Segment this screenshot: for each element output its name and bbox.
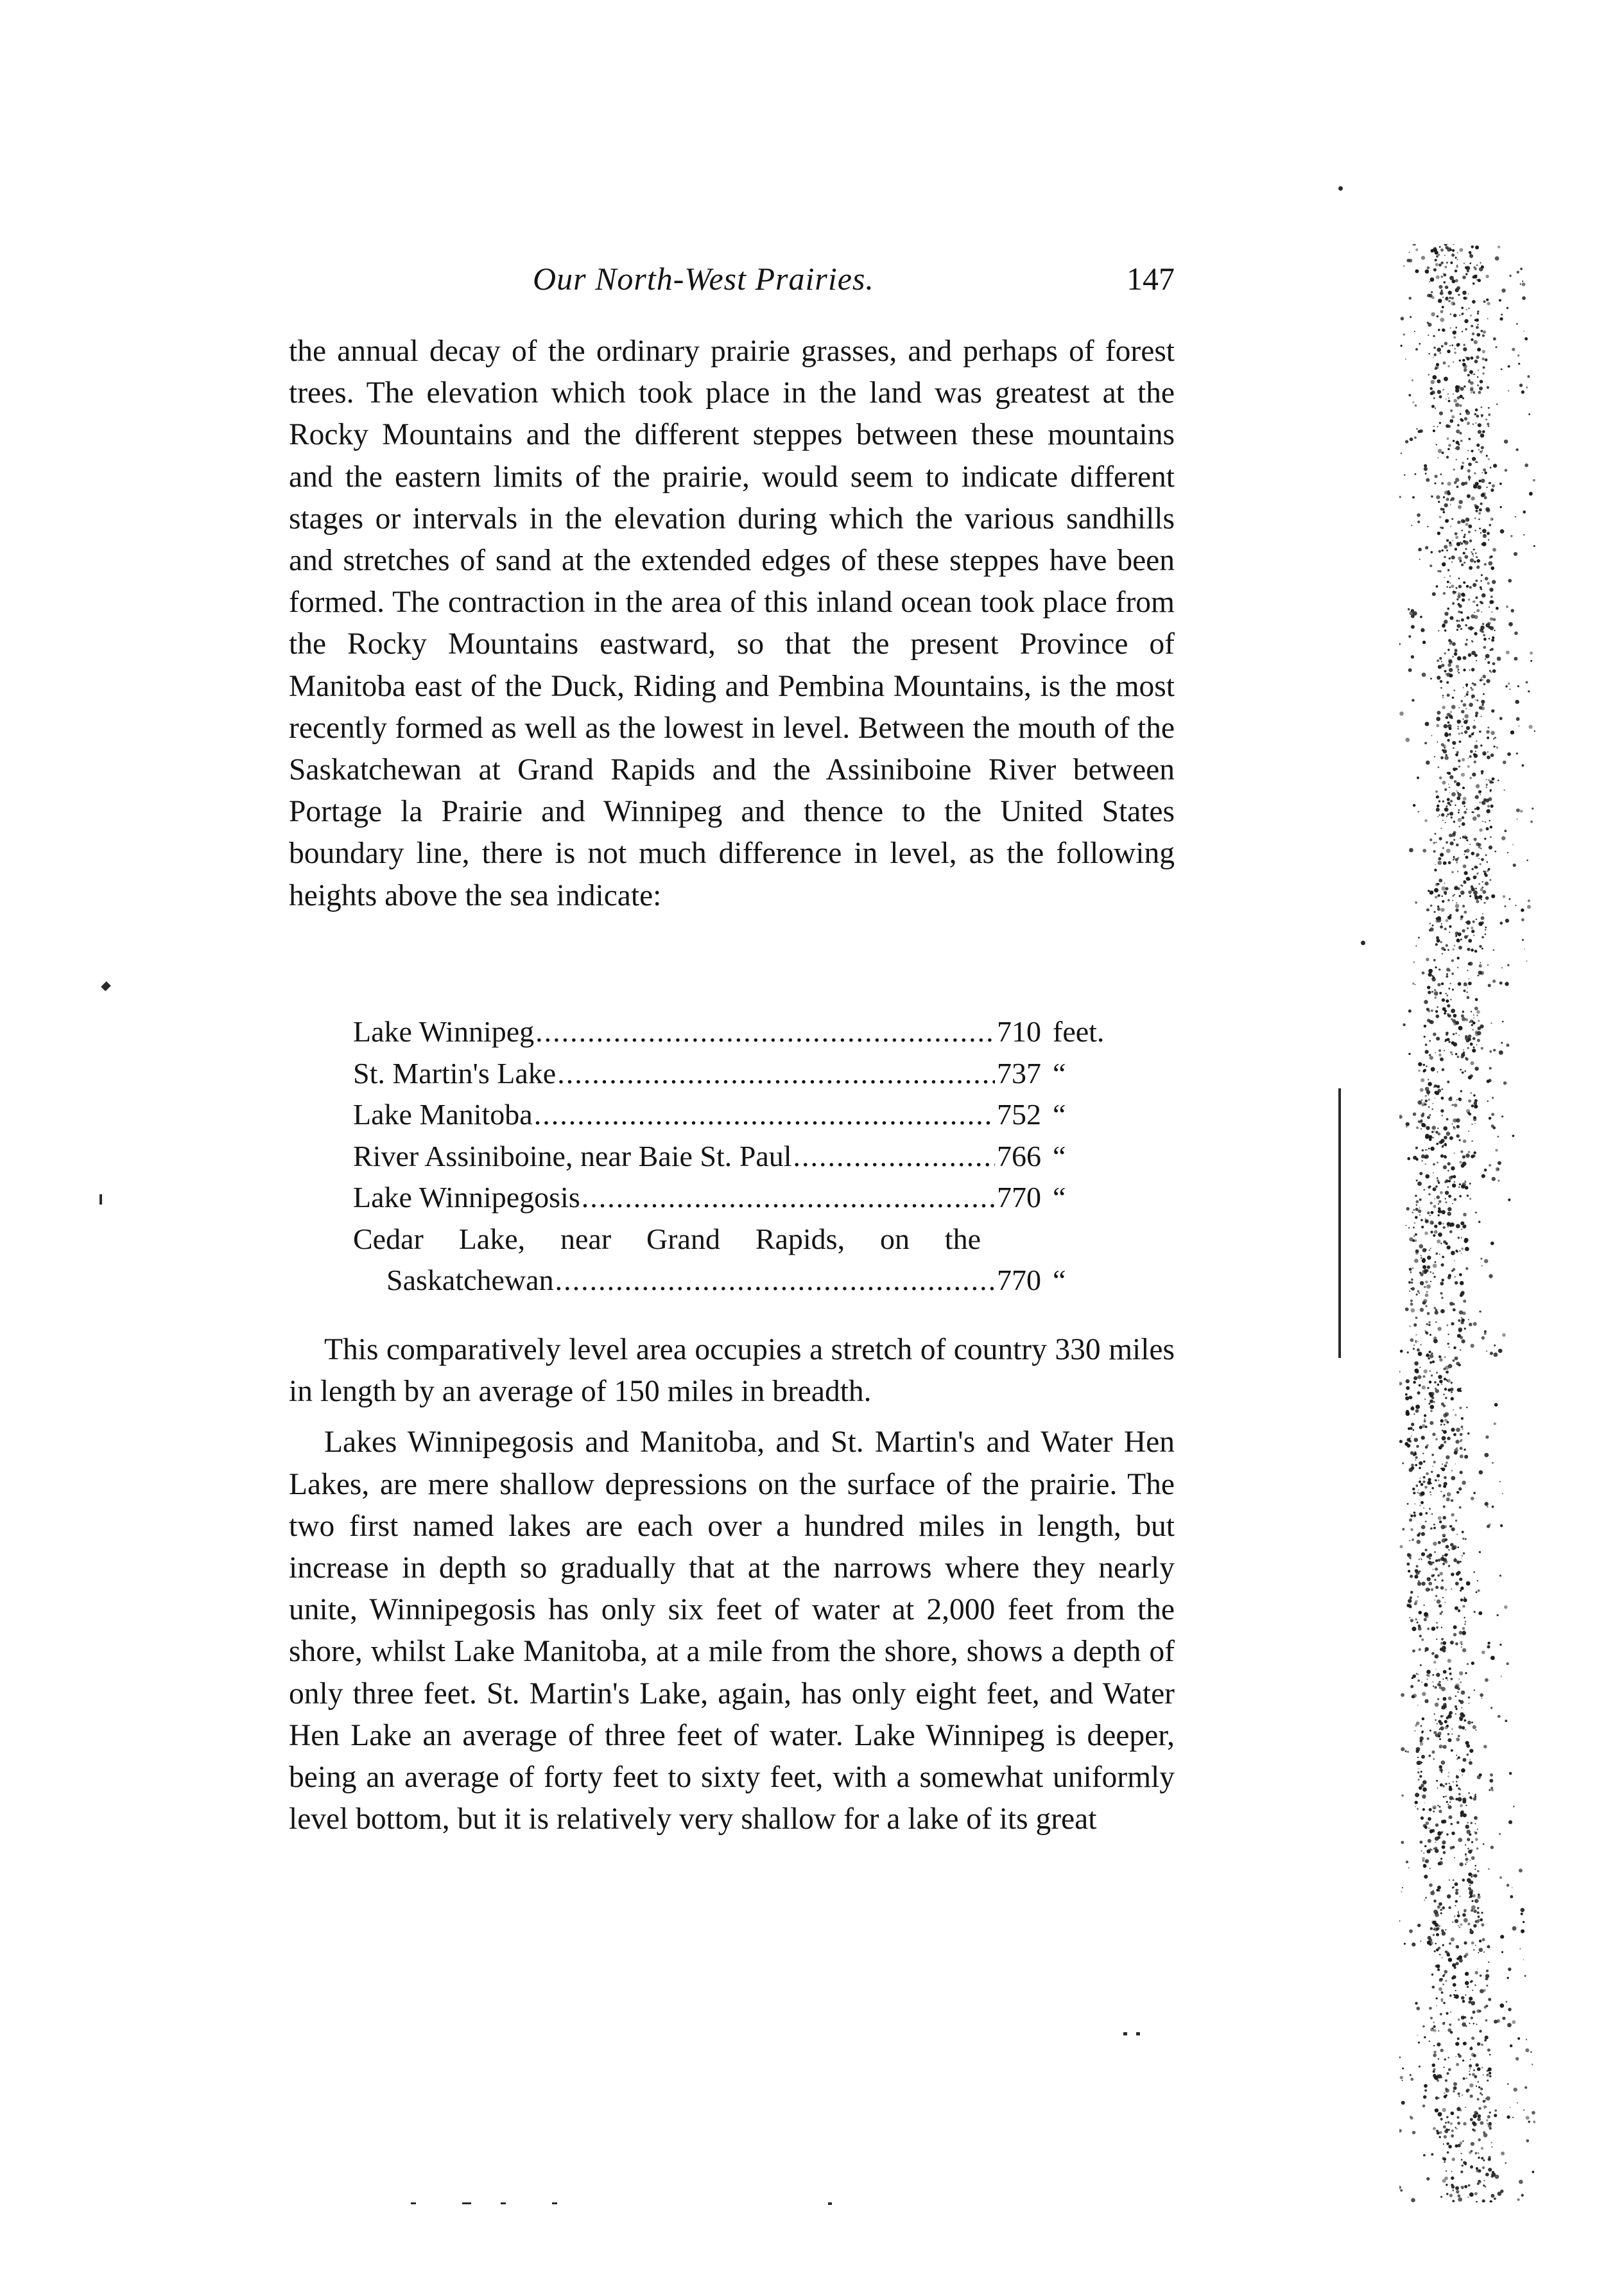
table-row-value: 770 — [997, 1181, 1041, 1214]
table-row-value: 737 — [997, 1056, 1041, 1090]
table-row-name: St. Martin's Lake — [353, 1056, 557, 1090]
table-row-name: River Assiniboine, near Baie St. Paul — [353, 1139, 792, 1172]
table-row — [353, 1260, 1123, 1302]
table-row-value: 766 — [997, 1139, 1041, 1172]
margin-dot — [552, 2202, 557, 2204]
leader-dots — [534, 1094, 995, 1136]
table-row-name-continued: Saskatchewan — [386, 1264, 554, 1296]
table-row-name: Lake Winnipegosis — [353, 1181, 580, 1214]
table-row-value: 752 — [997, 1098, 1041, 1131]
table-row-unit: “ — [1053, 1056, 1066, 1090]
margin-rule-mark — [1338, 1088, 1341, 1358]
table-row — [353, 1053, 1123, 1095]
paragraph-continuation: the annual decay of the ordinary prairie grasses, and perhaps of forest trees. The elevation which took place in the land was greatest at the Rocky Mountains and the different steppes between these mountains and the eastern limits of the prairie, would seem to indicate different stages or intervals in the elevation during which the various sandhills and stretches of sand at the extended edges of these steppes have been formed. The contraction in the area of this inland ocean took place from the Rocky Mountains eastward, so that the present Province of Manitoba east of the Duck, Riding and Pembina Mountains, is the most recently formed as well as the lowest in level. Between the mouth of the Saskatchewan at Grand Rapids and the Assiniboine River between Portage la Prairie and Winnipeg and thence to the United States boundary line, there is not much difference in level, as the following heights above the sea indicate: — [289, 335, 1175, 912]
margin-dot — [1136, 2032, 1140, 2035]
margin-dot — [101, 981, 111, 991]
margin-dot — [411, 2202, 416, 2204]
leader-dots — [535, 1011, 995, 1053]
table-row-value: 710 — [997, 1015, 1041, 1048]
table-row — [353, 1011, 1123, 1053]
table-row-unit: “ — [1053, 1139, 1066, 1172]
page-edge-bleed — [1399, 244, 1592, 2202]
leader-dots — [555, 1260, 995, 1302]
paragraph: This comparatively level area occupies a stretch of country 330 miles in length by an average of 150 miles in breadth. — [289, 1333, 1175, 1409]
paragraph: Lakes Winnipegosis and Manitoba, and St. Martin's and Water Hen Lakes, are mere shallow depressions on the surface of the prairie. The two first named lakes are each over a hundred miles in length, but increase in depth so gradually that at the narrows where they nearly unite, Winnipegosis has only six feet of water at 2,000 feet from the shore, whilst Lake Manitoba, at a mile from the shore, shows a depth of only three feet. St. Martin's Lake, again, has only eight feet, and Water Hen Lake an average of three feet of water. Lake Winnipeg is deeper, being an average of forty feet to sixty feet, with a somewhat uniformly level bottom, but it is relatively very shallow for a lake of its great — [289, 1425, 1175, 1836]
running-head — [289, 260, 1181, 305]
leader-dots — [582, 1177, 995, 1219]
table-row-name: Lake Winnipeg — [353, 1015, 535, 1048]
table-row — [353, 1094, 1123, 1136]
page-number: 147 — [1127, 261, 1175, 297]
body-text-bottom — [289, 1329, 1175, 1840]
table-row-multiline — [353, 1219, 1123, 1260]
table-row-name: Cedar Lake, near Grand Rapids, on the — [353, 1222, 981, 1255]
margin-dot — [1123, 2032, 1127, 2035]
running-title: Our North-West Prairies. — [533, 261, 874, 297]
table-row — [353, 1177, 1123, 1219]
table-row — [353, 1136, 1123, 1178]
margin-dot — [462, 2202, 471, 2204]
table-row-unit: “ — [1053, 1098, 1066, 1131]
margin-dot — [99, 1194, 102, 1205]
table-row-unit: “ — [1053, 1181, 1066, 1214]
margin-dot — [1338, 186, 1343, 191]
table-row-value: 770 — [997, 1264, 1041, 1296]
leader-dots — [557, 1053, 995, 1095]
heights-table — [353, 1011, 1123, 1302]
table-row-unit: “ — [1053, 1264, 1066, 1296]
leader-dots — [793, 1136, 995, 1178]
body-text-top — [289, 331, 1175, 917]
margin-dot — [1361, 941, 1365, 945]
margin-dot — [828, 2202, 832, 2205]
table-row-name: Lake Manitoba — [353, 1098, 533, 1131]
margin-dot — [501, 2202, 506, 2204]
table-row-unit: feet. — [1053, 1015, 1105, 1048]
